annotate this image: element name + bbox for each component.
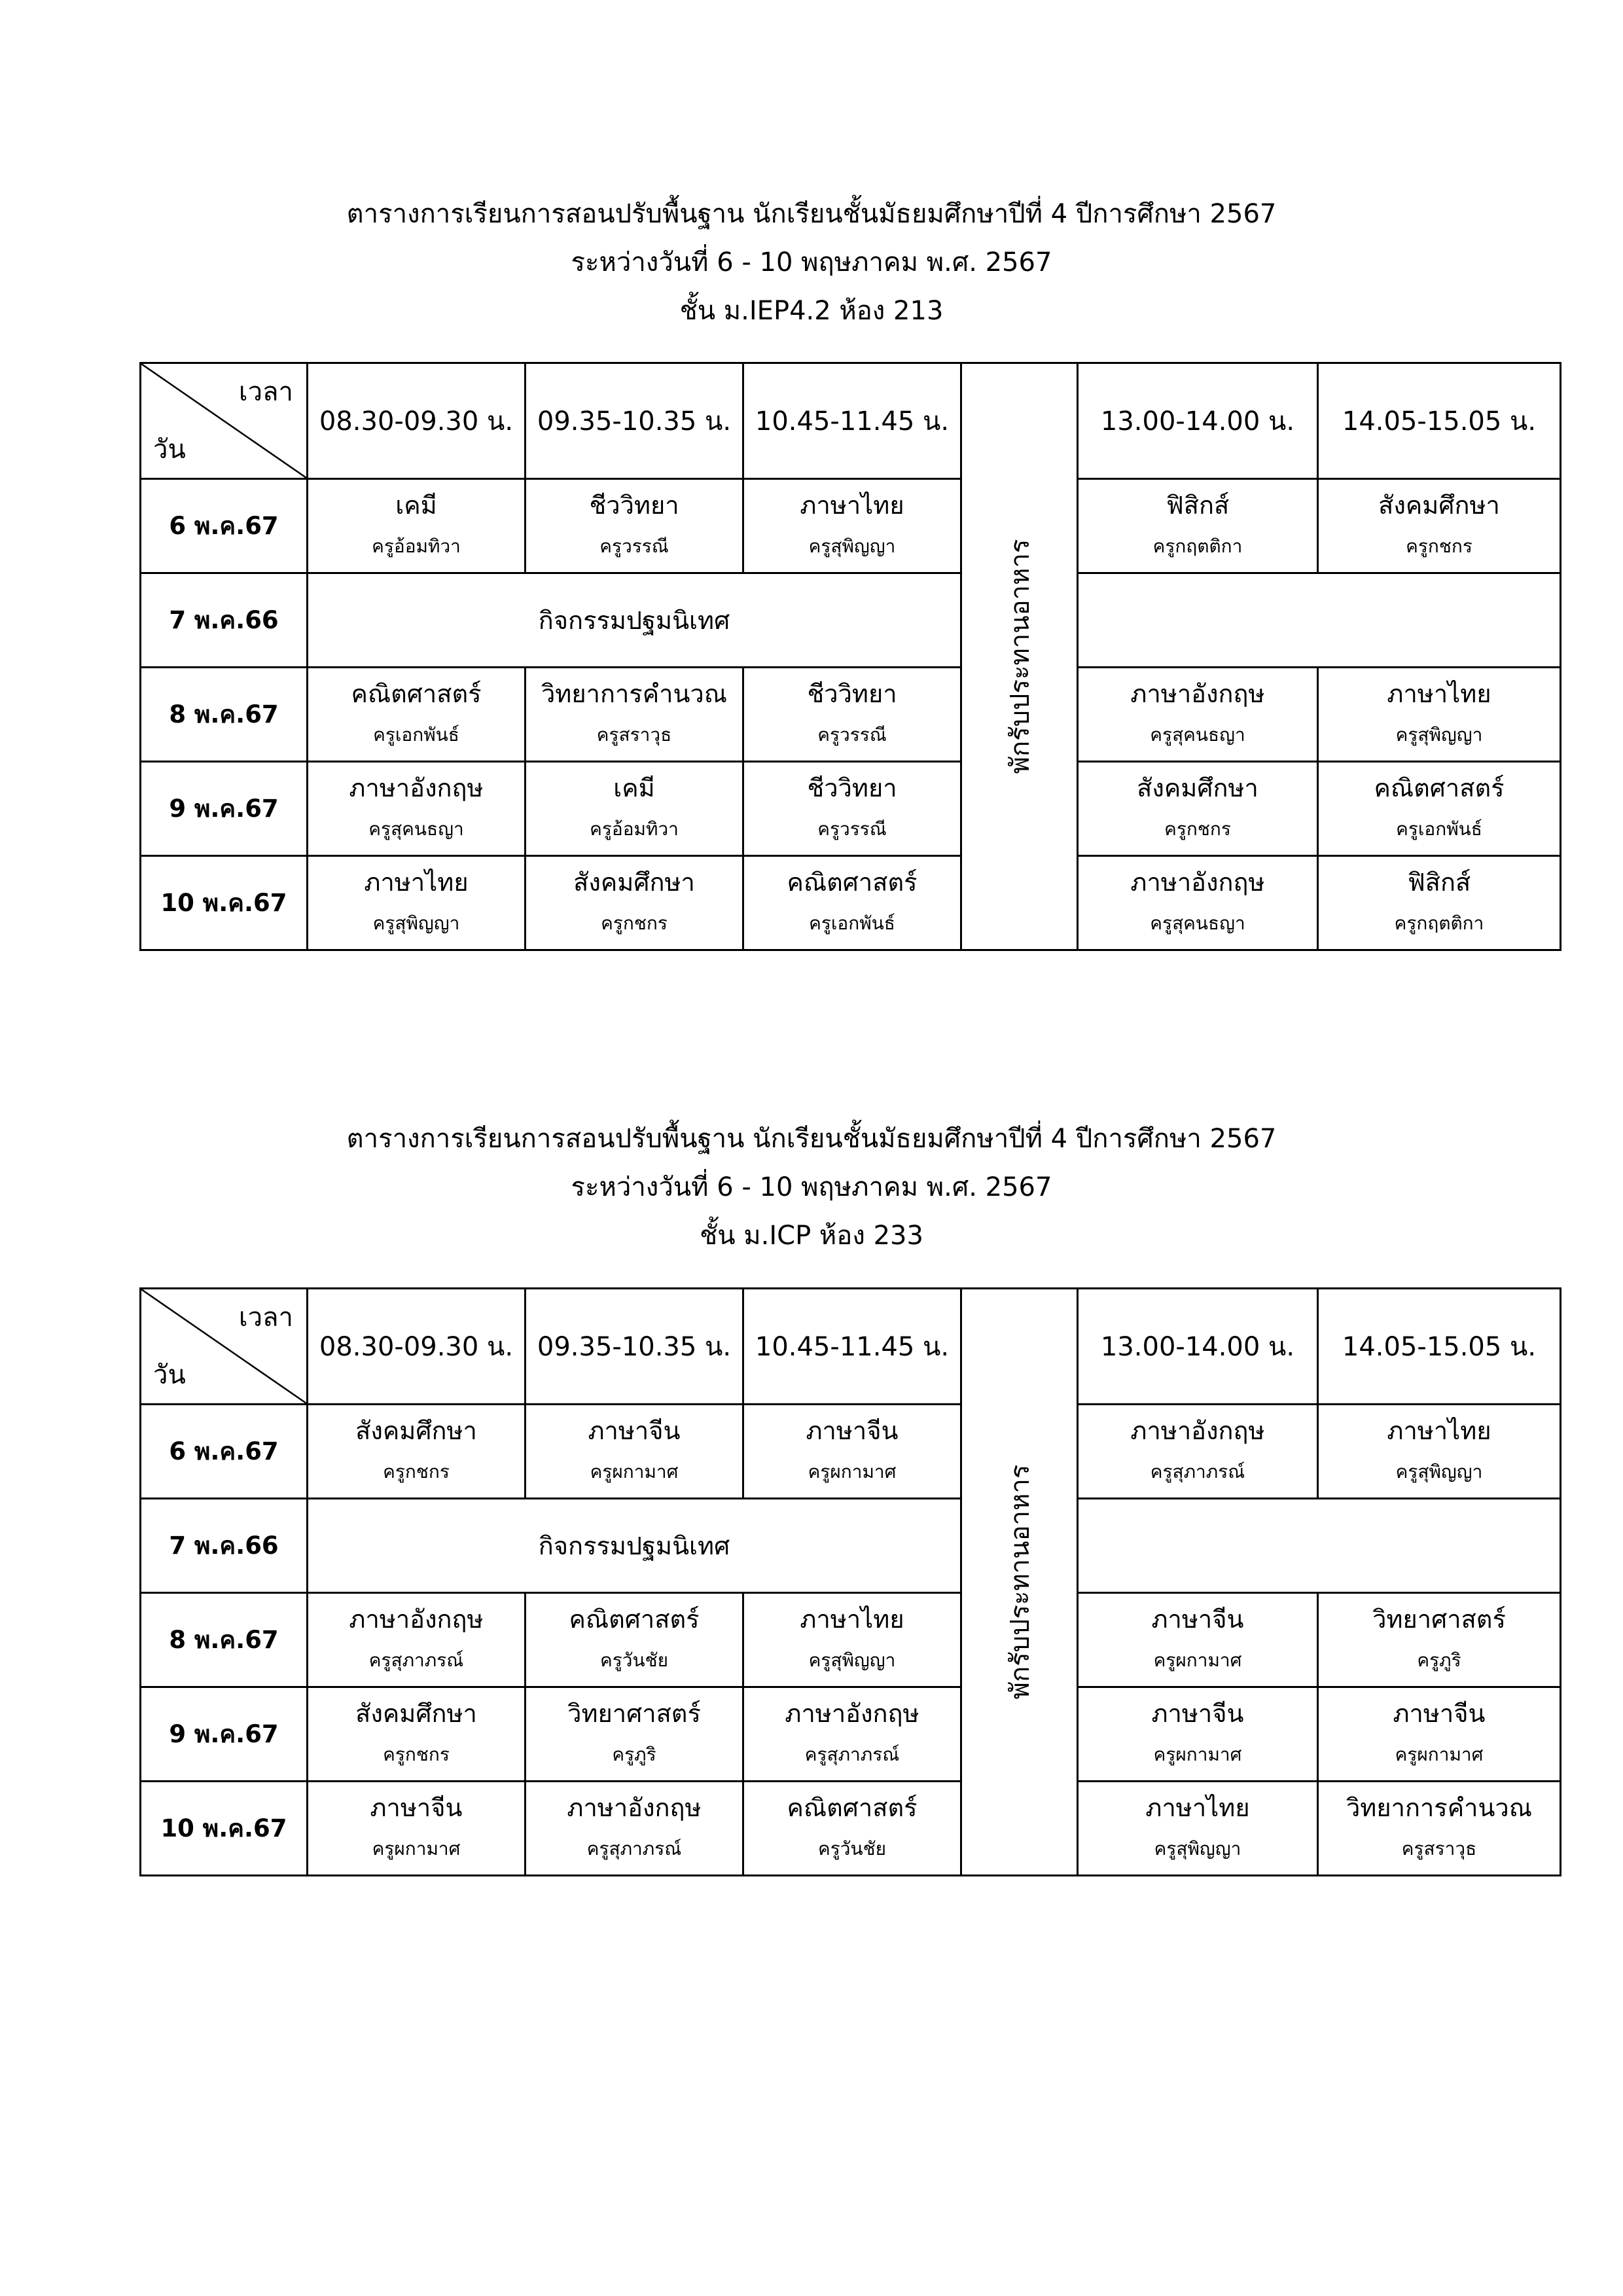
day-row [141, 1687, 1561, 1782]
subject-name: คณิตศาสตร์ [787, 868, 918, 897]
period-header: 14.05-15.05 น. [1318, 363, 1561, 479]
subject-name: ภาษาอังกฤษ [785, 1699, 919, 1728]
subject-name: ภาษาอังกฤษ [567, 1793, 702, 1822]
schedule-title-line-3: ชั้น ม.IEP4.2 ห้อง 213 [679, 296, 944, 326]
period-header: 10.45-11.45 น. [743, 363, 961, 479]
day-row [141, 479, 1561, 573]
teacher-name: ครูผกามาศ [1153, 1744, 1242, 1765]
empty-afternoon-cell [1078, 573, 1561, 668]
schedule-title-block [0, 190, 1623, 335]
day-label: 6 พ.ค.67 [141, 479, 308, 573]
subject-name: ภาษาจีน [370, 1793, 463, 1822]
teacher-name: ครูกชกร [1164, 818, 1231, 840]
orientation-activity-cell: กิจกรรมปฐมนิเทศ [308, 573, 961, 668]
class-cell [526, 1687, 743, 1782]
header-row [141, 1289, 1561, 1405]
day-label: 10 พ.ค.67 [141, 856, 308, 950]
class-cell [1318, 479, 1561, 573]
day-label: 7 พ.ค.66 [141, 1499, 308, 1593]
schedule-table [139, 362, 1561, 951]
class-cell [743, 1687, 961, 1782]
class-cell [743, 856, 961, 950]
teacher-name: ครูผกามาศ [1395, 1744, 1484, 1765]
orientation-activity-cell: กิจกรรมปฐมนิเทศ [308, 1499, 961, 1593]
period-header: 08.30-09.30 น. [308, 363, 526, 479]
subject-name: สังคมศึกษา [1378, 491, 1500, 520]
teacher-name: ครูสุพิญญา [1395, 724, 1483, 745]
class-cell [308, 668, 526, 762]
corner-day-label: วัน [153, 1360, 186, 1390]
class-cell [743, 668, 961, 762]
subject-name: วิทยาการคำนวณ [1346, 1793, 1533, 1822]
teacher-name: ครูสราวุธ [596, 724, 672, 745]
class-cell [526, 1593, 743, 1687]
subject-name: วิทยาศาสตร์ [567, 1699, 701, 1728]
teacher-name: ครูวรรณี [599, 535, 669, 557]
period-header: 13.00-14.00 น. [1078, 1289, 1318, 1405]
period-header: 13.00-14.00 น. [1078, 363, 1318, 479]
class-cell [308, 1782, 526, 1876]
teacher-name: ครูสุพิญญา [1154, 1838, 1241, 1859]
day-label: 9 พ.ค.67 [141, 762, 308, 856]
subject-name: สังคมศึกษา [355, 1416, 477, 1445]
teacher-name: ครูเอกพันธ์ [809, 912, 895, 934]
day-label: 10 พ.ค.67 [141, 1782, 308, 1876]
teacher-name: ครูสุพิญญา [372, 912, 460, 934]
teacher-name: ครูสราวุธ [1401, 1838, 1477, 1859]
schedule-title-line-2: ระหว่างวันที่ 6 - 10 พฤษภาคม พ.ศ. 2567 [571, 1172, 1052, 1202]
schedule-title-block [0, 1115, 1623, 1260]
teacher-name: ครูอ้อมทิวา [590, 818, 679, 840]
schedule-title-line-2: ระหว่างวันที่ 6 - 10 พฤษภาคม พ.ศ. 2567 [571, 247, 1052, 278]
class-cell [1318, 856, 1561, 950]
teacher-name: ครูกฤตติกา [1152, 535, 1243, 557]
day-row [141, 1593, 1561, 1687]
class-cell [743, 762, 961, 856]
teacher-name: ครูภูริ [1417, 1649, 1461, 1671]
class-cell [1318, 1405, 1561, 1499]
day-row [141, 856, 1561, 950]
class-cell [1078, 1782, 1318, 1876]
subject-name: คณิตศาสตร์ [1374, 774, 1505, 802]
class-cell [1078, 1405, 1318, 1499]
teacher-name: ครูเอกพันธ์ [1396, 818, 1482, 840]
class-cell [1078, 479, 1318, 573]
subject-name: สังคมศึกษา [1137, 774, 1258, 802]
header-row [141, 363, 1561, 479]
class-cell [743, 1593, 961, 1687]
subject-name: ภาษาไทย [1387, 1416, 1491, 1445]
class-cell [526, 1782, 743, 1876]
subject-name: ภาษาอังกฤษ [1130, 1416, 1265, 1445]
day-label: 7 พ.ค.66 [141, 573, 308, 668]
subject-name: คณิตศาสตร์ [569, 1605, 700, 1634]
subject-name: วิทยาศาสตร์ [1372, 1605, 1506, 1634]
subject-name: วิทยาการคำนวณ [541, 679, 728, 708]
teacher-name: ครูอ้อมทิวา [372, 535, 461, 557]
class-cell [1318, 668, 1561, 762]
day-label: 8 พ.ค.67 [141, 1593, 308, 1687]
corner-cell [141, 1289, 308, 1405]
corner-day-label: วัน [153, 435, 186, 465]
lunch-break-label: พักรับประทานอาหาร [1005, 1464, 1035, 1700]
subject-name: เคมี [395, 491, 437, 520]
class-cell [1078, 1687, 1318, 1782]
teacher-name: ครูสุพิญญา [808, 535, 896, 557]
subject-name: สังคมศึกษา [355, 1699, 477, 1728]
subject-name: ภาษาอังกฤษ [349, 1605, 484, 1634]
teacher-name: ครูผกามาศ [590, 1461, 679, 1482]
class-cell [1078, 856, 1318, 950]
class-cell [526, 668, 743, 762]
class-cell [308, 1687, 526, 1782]
teacher-name: ครูสุภาภรณ์ [586, 1838, 682, 1859]
class-cell [1078, 762, 1318, 856]
period-header: 09.35-10.35 น. [526, 1289, 743, 1405]
class-cell [308, 479, 526, 573]
class-cell [526, 856, 743, 950]
day-label: 8 พ.ค.67 [141, 668, 308, 762]
corner-time-label: เวลา [238, 1302, 293, 1333]
day-row [141, 1499, 1561, 1593]
corner-time-label: เวลา [238, 377, 293, 407]
class-cell [1078, 1593, 1318, 1687]
teacher-name: ครูผกามาศ [372, 1838, 461, 1859]
teacher-name: ครูวรรณี [817, 724, 887, 745]
lunch-break-cell [961, 363, 1078, 950]
day-row [141, 1405, 1561, 1499]
class-cell [743, 479, 961, 573]
subject-name: คณิตศาสตร์ [351, 679, 482, 708]
class-cell [1318, 1593, 1561, 1687]
subject-name: ฟิสิกส์ [1166, 491, 1230, 520]
day-row [141, 573, 1561, 668]
teacher-name: ครูกชกร [601, 912, 668, 934]
teacher-name: ครูวันชัย [599, 1649, 669, 1671]
subject-name: ฟิสิกส์ [1407, 868, 1471, 897]
class-cell [308, 1593, 526, 1687]
class-cell [308, 1405, 526, 1499]
subject-name: ภาษาจีน [1151, 1605, 1244, 1634]
teacher-name: ครูเอกพันธ์ [373, 724, 459, 745]
day-row [141, 1782, 1561, 1876]
class-cell [1318, 1687, 1561, 1782]
class-cell [526, 479, 743, 573]
teacher-name: ครูกฤตติกา [1394, 912, 1484, 934]
teacher-name: ครูกชกร [1406, 535, 1472, 557]
subject-name: เคมี [613, 774, 655, 802]
subject-name: ชีววิทยา [807, 774, 897, 802]
lunch-break-label: พักรับประทานอาหาร [1005, 539, 1035, 774]
subject-name: ภาษาไทย [364, 868, 469, 897]
teacher-name: ครูสุภาภรณ์ [368, 1649, 464, 1671]
class-cell [1318, 762, 1561, 856]
teacher-name: ครูภูริ [612, 1744, 656, 1765]
class-cell [526, 1405, 743, 1499]
subject-name: ชีววิทยา [807, 679, 897, 708]
teacher-name: ครูสุภาภรณ์ [1150, 1461, 1245, 1482]
subject-name: ภาษาจีน [1393, 1699, 1486, 1728]
subject-name: ภาษาอังกฤษ [1130, 679, 1265, 708]
lunch-break-cell [961, 1289, 1078, 1876]
day-label: 6 พ.ค.67 [141, 1405, 308, 1499]
day-label: 9 พ.ค.67 [141, 1687, 308, 1782]
subject-name: สังคมศึกษา [573, 868, 695, 897]
subject-name: ภาษาไทย [800, 491, 904, 520]
schedule-title-line-3: ชั้น ม.ICP ห้อง 233 [700, 1221, 923, 1251]
teacher-name: ครูสุคนธญา [1150, 912, 1245, 934]
teacher-name: ครูสุพิญญา [808, 1649, 896, 1671]
teacher-name: ครูกชกร [383, 1461, 450, 1482]
subject-name: ภาษาจีน [588, 1416, 681, 1445]
subject-name: ภาษาไทย [800, 1605, 904, 1634]
class-cell [308, 762, 526, 856]
empty-afternoon-cell [1078, 1499, 1561, 1593]
subject-name: ภาษาอังกฤษ [349, 774, 484, 802]
teacher-name: ครูสุภาภรณ์ [804, 1744, 900, 1765]
teacher-name: ครูวันชัย [817, 1838, 887, 1859]
subject-name: ภาษาไทย [1145, 1793, 1250, 1822]
subject-name: คณิตศาสตร์ [787, 1793, 918, 1822]
teacher-name: ครูผกามาศ [808, 1461, 897, 1482]
class-cell [743, 1405, 961, 1499]
class-cell [743, 1782, 961, 1876]
period-header: 09.35-10.35 น. [526, 363, 743, 479]
period-header: 14.05-15.05 น. [1318, 1289, 1561, 1405]
teacher-name: ครูสุคนธญา [1150, 724, 1245, 745]
class-cell [526, 762, 743, 856]
class-cell [1078, 668, 1318, 762]
subject-name: ภาษาไทย [1387, 679, 1491, 708]
period-header: 10.45-11.45 น. [743, 1289, 961, 1405]
subject-name: ชีววิทยา [589, 491, 679, 520]
subject-name: ภาษาอังกฤษ [1130, 868, 1265, 897]
subject-name: ภาษาจีน [1151, 1699, 1244, 1728]
schedule-title-line-1: ตารางการเรียนการสอนปรับพื้นฐาน นักเรียนชั้นมัธยมศึกษาปีที่ 4 ปีการศึกษา 2567 [346, 199, 1277, 229]
teacher-name: ครูผกามาศ [1153, 1649, 1242, 1671]
schedule-title-line-1: ตารางการเรียนการสอนปรับพื้นฐาน นักเรียนชั้นมัธยมศึกษาปีที่ 4 ปีการศึกษา 2567 [346, 1124, 1277, 1154]
teacher-name: ครูสุคนธญา [368, 818, 464, 840]
class-cell [308, 856, 526, 950]
period-header: 08.30-09.30 น. [308, 1289, 526, 1405]
teacher-name: ครูสุพิญญา [1395, 1461, 1483, 1482]
day-row [141, 762, 1561, 856]
schedule-table [139, 1287, 1561, 1876]
teacher-name: ครูกชกร [383, 1744, 450, 1765]
day-row [141, 668, 1561, 762]
teacher-name: ครูวรรณี [817, 818, 887, 840]
class-cell [1318, 1782, 1561, 1876]
subject-name: ภาษาจีน [806, 1416, 899, 1445]
corner-cell [141, 363, 308, 479]
